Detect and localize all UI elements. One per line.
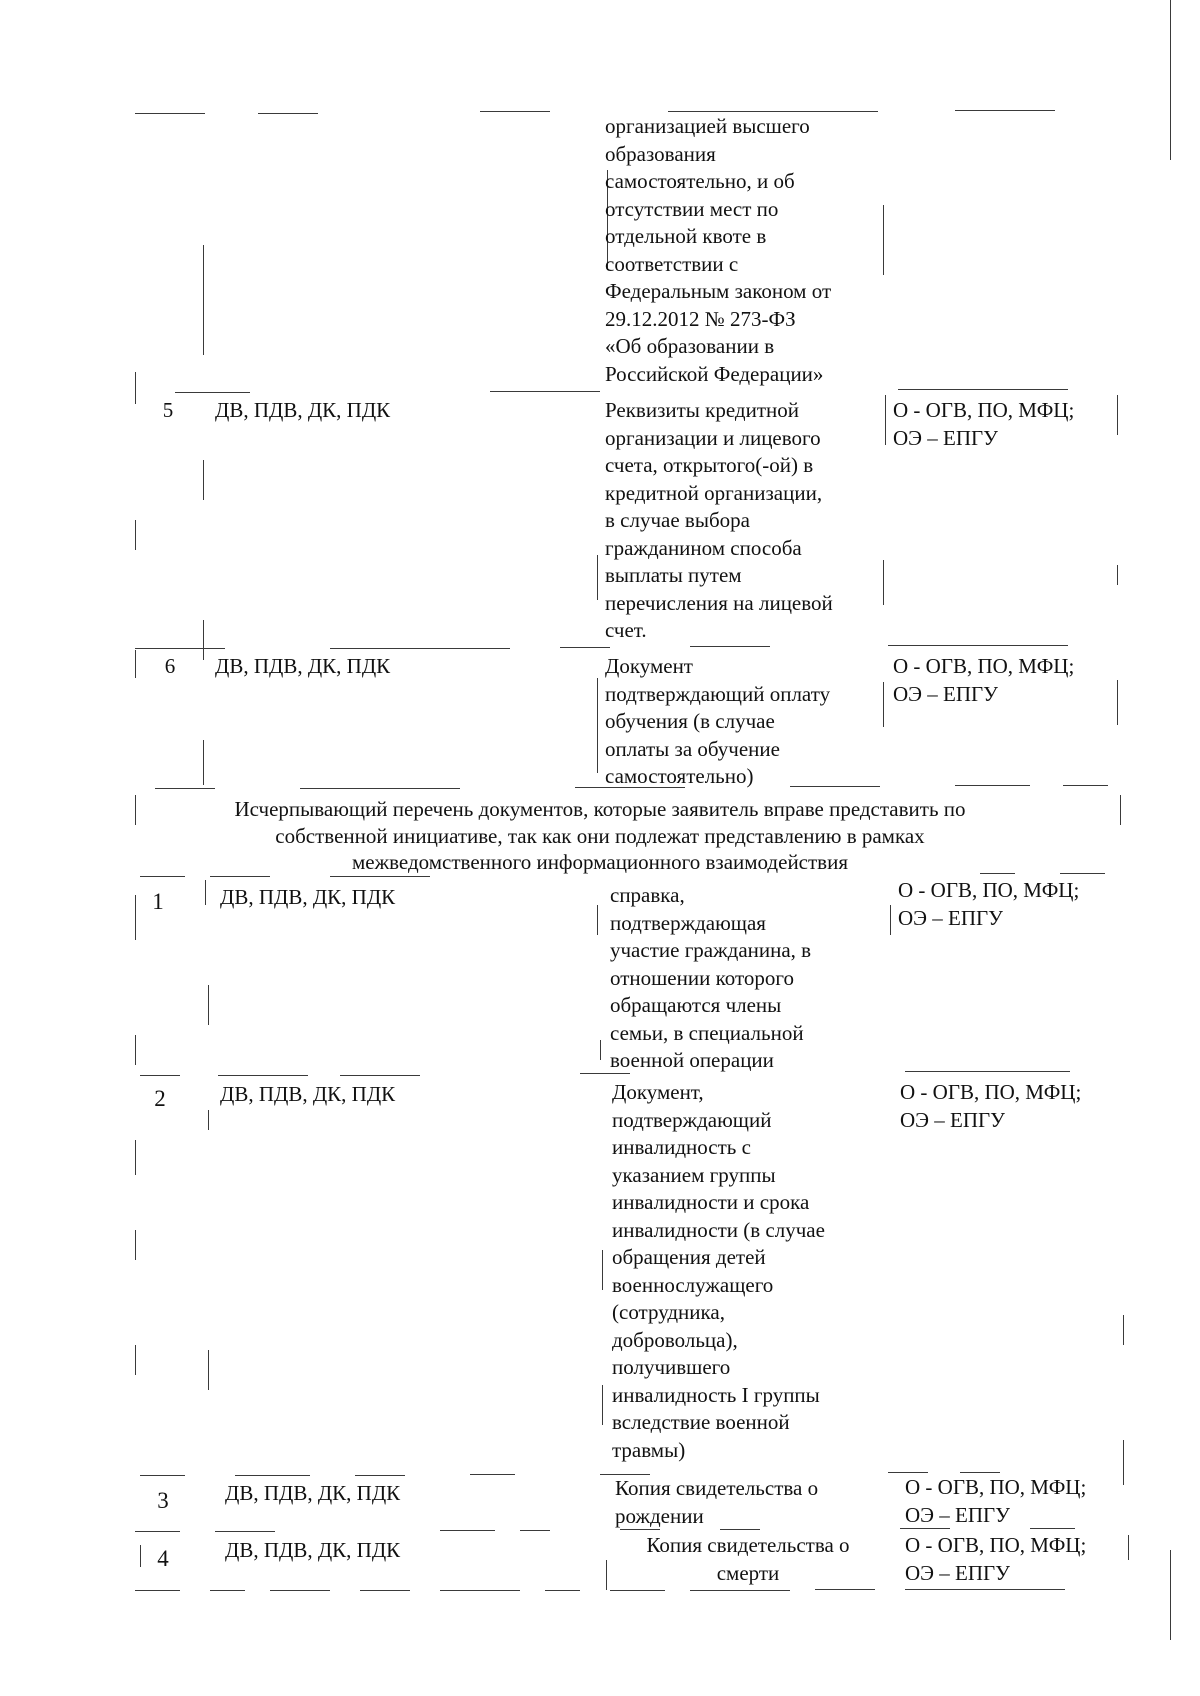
document-line: Федеральным законом от bbox=[605, 279, 832, 303]
grid-line bbox=[135, 648, 225, 649]
document-line: (сотрудника, bbox=[612, 1300, 725, 1324]
grid-line bbox=[203, 740, 204, 785]
grid-line bbox=[470, 1474, 515, 1475]
document-line: Российской Федерации» bbox=[605, 361, 824, 386]
document-line: подтверждающий bbox=[612, 1107, 772, 1132]
row-number: 1 bbox=[152, 889, 164, 914]
grid-line bbox=[208, 985, 209, 1025]
grid-line bbox=[955, 785, 1030, 786]
grid-line bbox=[140, 1475, 185, 1476]
grid-line bbox=[203, 620, 204, 660]
grid-line bbox=[155, 788, 215, 789]
grid-line bbox=[210, 1590, 245, 1591]
document-line: указанием группы bbox=[612, 1162, 776, 1187]
section-heading-line: межведомственного информационного взаимодействия bbox=[352, 850, 848, 874]
document-line: кредитной организации, bbox=[605, 480, 823, 505]
document-line: перечисления на лицевой bbox=[605, 590, 833, 615]
grid-line bbox=[890, 905, 891, 935]
grid-line bbox=[360, 1590, 410, 1591]
document-line: участие гражданина, в bbox=[610, 938, 812, 962]
document-line: отсутствии мест по bbox=[605, 196, 779, 221]
grid-line bbox=[600, 1040, 601, 1060]
submission-method-line: О - ОГВ, ПО, МФЦ; bbox=[900, 1080, 1082, 1104]
document-line: в случае выбора bbox=[605, 508, 750, 532]
grid-line bbox=[135, 1590, 180, 1591]
grid-line bbox=[480, 111, 550, 112]
grid-line bbox=[597, 555, 598, 600]
applicant-category: ДВ, ПДВ, ДК, ПДК bbox=[220, 1082, 396, 1106]
document-line: инвалидность с bbox=[612, 1135, 751, 1159]
submission-method-line: ОЭ – ЕПГУ bbox=[905, 1560, 1011, 1585]
grid-line bbox=[905, 1071, 1070, 1072]
grid-line bbox=[208, 1350, 209, 1390]
grid-line bbox=[955, 110, 1055, 111]
grid-line bbox=[140, 876, 185, 877]
document-line: самостоятельно, и об bbox=[605, 169, 795, 193]
grid-line bbox=[203, 245, 204, 355]
document-line: семьи, в специальной bbox=[610, 1020, 804, 1045]
grid-line bbox=[440, 1590, 520, 1591]
submission-method-line: О - ОГВ, ПО, МФЦ; bbox=[905, 1533, 1087, 1557]
grid-line bbox=[215, 1531, 275, 1532]
applicant-category: ДВ, ПДВ, ДК, ПДК bbox=[215, 398, 391, 422]
submission-method-line: О - ОГВ, ПО, МФЦ; bbox=[905, 1475, 1087, 1499]
document-line: обращения детей bbox=[612, 1245, 766, 1269]
submission-method-cell bbox=[898, 877, 1128, 932]
submission-method-cell bbox=[893, 653, 1123, 708]
grid-line bbox=[300, 788, 460, 789]
document-line: справка, bbox=[610, 883, 685, 907]
section-heading bbox=[50, 796, 1150, 876]
section-heading-line: собственной инициативе, так как они подлежат представлению в рамках bbox=[275, 823, 925, 848]
grid-line bbox=[135, 1230, 136, 1260]
grid-line bbox=[520, 1530, 550, 1531]
grid-line bbox=[602, 1385, 603, 1425]
document-line: организацией высшего bbox=[605, 114, 810, 138]
document-line: смерти bbox=[716, 1560, 780, 1585]
document-line: травмы) bbox=[612, 1437, 686, 1462]
grid-line bbox=[883, 205, 884, 275]
submission-method-line: О - ОГВ, ПО, МФЦ; bbox=[893, 398, 1075, 422]
grid-line bbox=[205, 880, 206, 905]
grid-line bbox=[885, 395, 886, 445]
submission-method-cell bbox=[893, 397, 1123, 452]
grid-line bbox=[1170, 0, 1171, 160]
grid-line bbox=[490, 391, 600, 392]
grid-line bbox=[135, 372, 136, 404]
row-number: 5 bbox=[162, 398, 174, 422]
grid-line bbox=[905, 1589, 1065, 1590]
document-line: Копия свидетельства о bbox=[646, 1533, 850, 1557]
document-cell bbox=[605, 653, 871, 791]
grid-line bbox=[355, 1475, 405, 1476]
grid-line bbox=[1123, 1315, 1124, 1345]
document-line: самостоятельно) bbox=[605, 764, 754, 788]
grid-line bbox=[135, 650, 136, 678]
grid-line bbox=[330, 648, 510, 649]
grid-line bbox=[218, 1075, 308, 1076]
grid-line bbox=[210, 876, 270, 877]
document-line: добровольца), bbox=[612, 1327, 738, 1352]
grid-line bbox=[135, 895, 136, 940]
applicant-category: ДВ, ПДВ, ДК, ПДК bbox=[215, 654, 391, 678]
document-cell bbox=[612, 1079, 878, 1464]
grid-line bbox=[175, 392, 250, 393]
document-line: вследствие военной bbox=[612, 1410, 790, 1434]
submission-method-line: ОЭ – ЕПГУ bbox=[900, 1107, 1006, 1132]
grid-line bbox=[545, 1590, 580, 1591]
document-line: Копия свидетельства о bbox=[615, 1476, 819, 1500]
document-line: Реквизиты кредитной bbox=[605, 398, 799, 422]
row-number: 4 bbox=[157, 1546, 169, 1571]
section-heading-line: Исчерпывающий перечень документов, которые заявитель вправе представить по bbox=[234, 797, 966, 821]
grid-line bbox=[883, 682, 884, 727]
document-line: инвалидности (в случае bbox=[612, 1217, 825, 1242]
document-line: 29.12.2012 № 273-ФЗ bbox=[605, 306, 796, 331]
document-line: гражданином способа bbox=[605, 535, 802, 560]
document-line: счета, открытого(-ой) в bbox=[605, 453, 814, 477]
grid-line bbox=[888, 645, 1068, 646]
grid-line bbox=[815, 1589, 875, 1590]
submission-method-line: ОЭ – ЕПГУ bbox=[905, 1502, 1011, 1527]
document-line: счет. bbox=[605, 618, 647, 642]
document-line: инвалидности и срока bbox=[612, 1190, 810, 1214]
document-line: отдельной квоте в bbox=[605, 224, 767, 248]
grid-line bbox=[140, 1075, 180, 1076]
document-cell bbox=[615, 1475, 881, 1530]
document-line: Документ bbox=[605, 654, 693, 678]
document-cell bbox=[605, 397, 871, 645]
document-line: подтверждающая bbox=[610, 910, 766, 935]
document-line: подтверждающий оплату bbox=[605, 681, 831, 706]
document-line: отношении которого bbox=[610, 965, 794, 990]
document-cell bbox=[610, 882, 876, 1075]
submission-method-line: ОЭ – ЕПГУ bbox=[898, 905, 1004, 930]
row-number: 3 bbox=[157, 1488, 169, 1513]
grid-line bbox=[610, 1590, 665, 1591]
submission-method-cell bbox=[905, 1474, 1135, 1529]
document-line: соответствии с bbox=[605, 251, 739, 276]
grid-line bbox=[135, 520, 136, 550]
document-cell bbox=[615, 1532, 881, 1587]
document-line: военной операции bbox=[610, 1048, 774, 1072]
document-line: выплаты путем bbox=[605, 563, 742, 587]
grid-line bbox=[597, 678, 598, 773]
grid-line bbox=[560, 647, 610, 648]
document-line: образования bbox=[605, 141, 716, 166]
document-line: оплаты за обучение bbox=[605, 736, 780, 761]
grid-line bbox=[1117, 565, 1118, 585]
document-line: Документ, bbox=[612, 1080, 704, 1104]
grid-line bbox=[1170, 1550, 1171, 1640]
submission-method-line: ОЭ – ЕПГУ bbox=[893, 681, 999, 706]
submission-method-line: ОЭ – ЕПГУ bbox=[893, 425, 999, 450]
grid-line bbox=[690, 646, 770, 647]
applicant-category: ДВ, ПДВ, ДК, ПДК bbox=[220, 885, 396, 909]
grid-line bbox=[330, 876, 430, 877]
grid-line bbox=[898, 389, 1068, 390]
grid-line bbox=[135, 1140, 136, 1175]
document-line: инвалидность I группы bbox=[612, 1382, 820, 1407]
grid-line bbox=[597, 905, 598, 935]
grid-line bbox=[883, 560, 884, 605]
grid-line bbox=[440, 1530, 495, 1531]
grid-line bbox=[235, 1475, 310, 1476]
submission-method-cell bbox=[905, 1532, 1135, 1587]
grid-line bbox=[208, 1110, 209, 1130]
applicant-category: ДВ, ПДВ, ДК, ПДК bbox=[225, 1481, 401, 1505]
document-line: военнослужащего bbox=[612, 1272, 774, 1297]
grid-line bbox=[602, 1250, 603, 1290]
document-line: рождении bbox=[615, 1503, 704, 1528]
submission-method-line: О - ОГВ, ПО, МФЦ; bbox=[893, 654, 1075, 678]
grid-line bbox=[606, 1560, 607, 1590]
grid-line bbox=[135, 1345, 136, 1375]
grid-line bbox=[1063, 785, 1108, 786]
grid-line bbox=[135, 1035, 136, 1065]
grid-line bbox=[690, 1590, 790, 1591]
grid-line bbox=[135, 113, 205, 114]
document-line: организации и лицевого bbox=[605, 425, 821, 450]
grid-line bbox=[135, 1531, 180, 1532]
document-line: обращаются члены bbox=[610, 993, 782, 1017]
document-line: «Об образовании в bbox=[605, 334, 775, 358]
document-line: получившего bbox=[612, 1355, 731, 1379]
row-number: 6 bbox=[164, 654, 176, 678]
row-number: 2 bbox=[154, 1086, 166, 1111]
grid-line bbox=[140, 1545, 141, 1567]
submission-method-cell bbox=[900, 1079, 1130, 1134]
grid-line bbox=[258, 113, 318, 114]
continuation-document-cell bbox=[605, 113, 871, 388]
grid-line bbox=[340, 1075, 420, 1076]
submission-method-line: О - ОГВ, ПО, МФЦ; bbox=[898, 878, 1080, 902]
document-line: обучения (в случае bbox=[605, 709, 775, 733]
applicant-category: ДВ, ПДВ, ДК, ПДК bbox=[225, 1538, 401, 1562]
grid-line bbox=[270, 1590, 330, 1591]
grid-line bbox=[203, 460, 204, 500]
